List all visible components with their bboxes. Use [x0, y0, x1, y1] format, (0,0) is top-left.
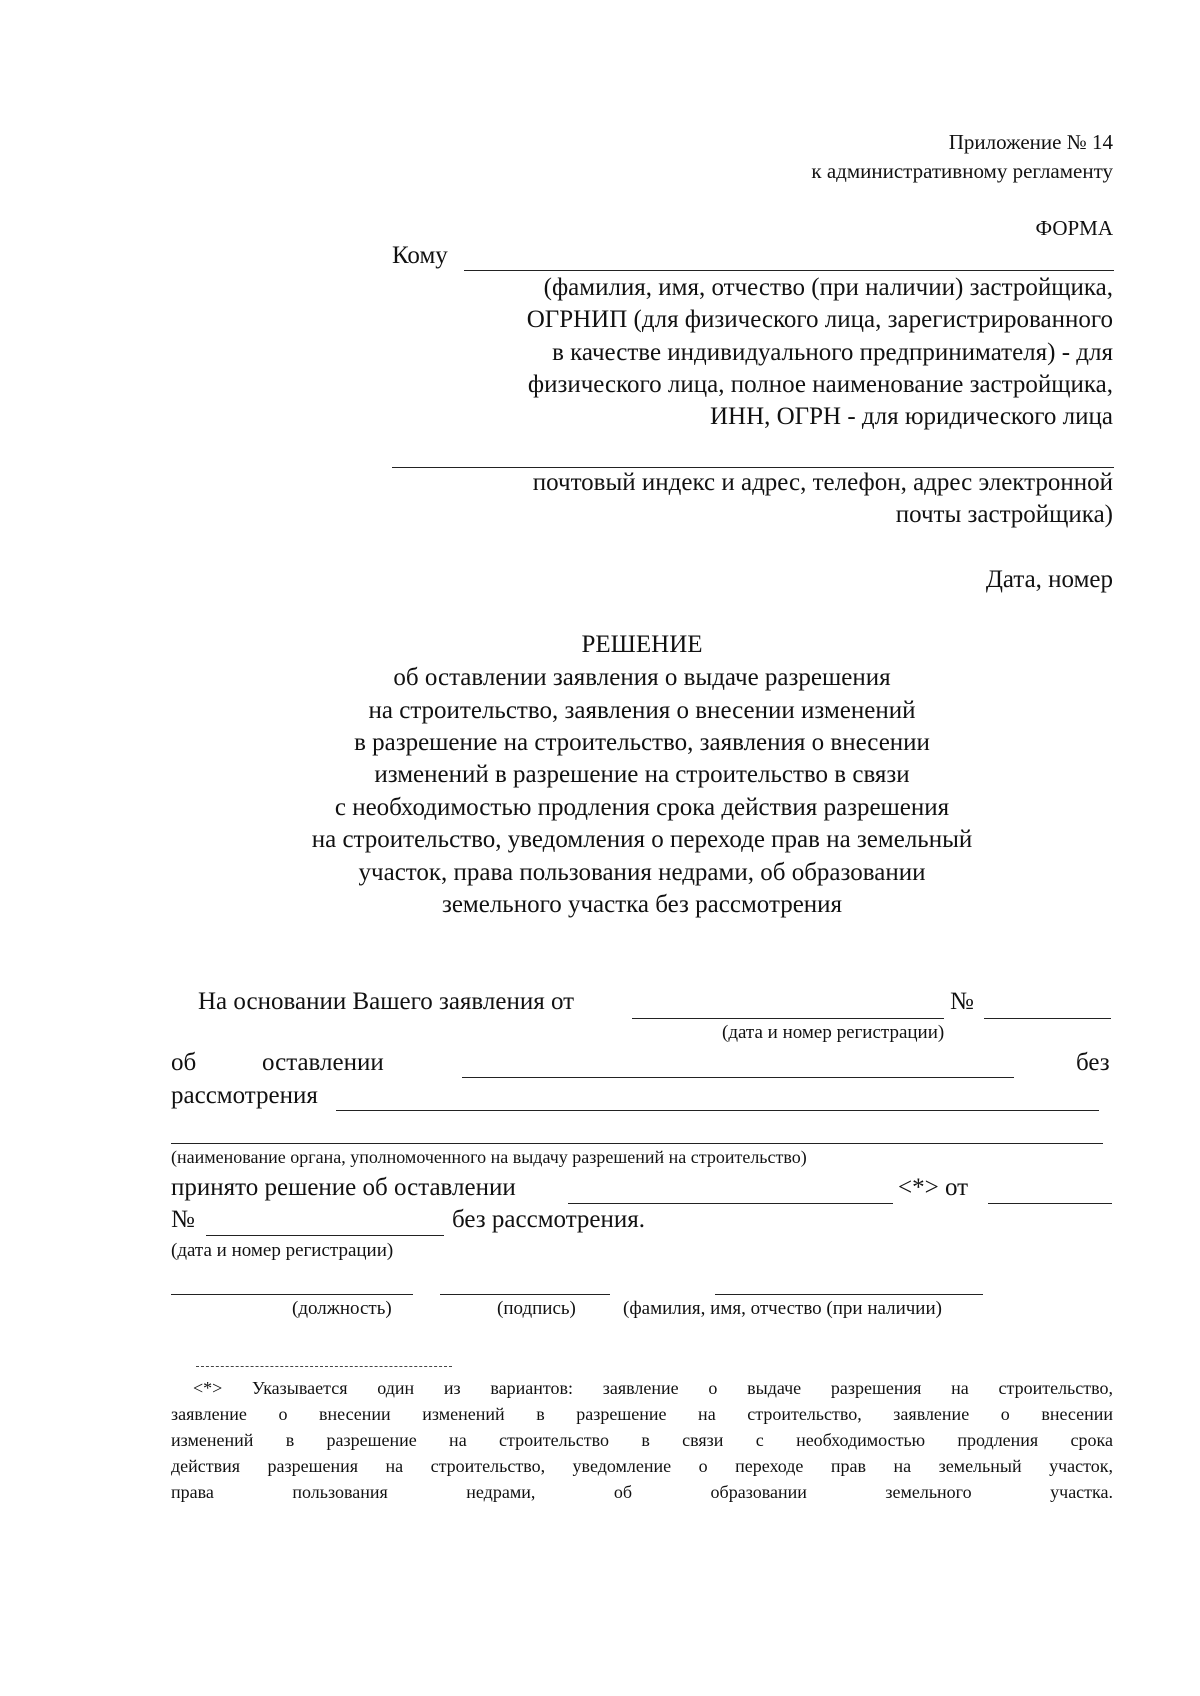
full-name-caption: (фамилия, имя, отчество (при наличии) [623, 1298, 942, 1319]
footnote-line: права пользования недрами, об образовании земельного участка. [171, 1482, 1113, 1502]
registration-hint-2: (дата и номер регистрации) [171, 1240, 394, 1261]
date-number: Дата, номер [985, 566, 1113, 593]
document-type-blank [462, 1077, 1014, 1078]
addressee-line: в качестве индивидуального предпринимателя) - для [552, 339, 1113, 366]
without-word: без [1076, 1049, 1110, 1076]
appendix-number: Приложение № 14 [948, 130, 1113, 154]
addressee-line: (фамилия, имя, отчество (при наличии) застройщика, [543, 274, 1113, 301]
signature-caption: (подпись) [497, 1298, 576, 1319]
authority-blank [171, 1143, 1103, 1144]
review-word: рассмотрения [171, 1082, 318, 1109]
decision-subtitle-line: участок, права пользования недрами, об образовании [358, 859, 926, 886]
decision-made: принято решение об оставлении [171, 1174, 516, 1201]
number-sign-2: № [171, 1206, 195, 1233]
contact-line: почтовый индекс и адрес, телефон, адрес электронной [532, 469, 1113, 496]
footnote-line: действия разрешения на строительство, уведомление о переходе прав на земельный участок, [171, 1456, 1113, 1476]
decision-title: РЕШЕНИЕ [581, 631, 703, 658]
decision-subtitle-line: в разрешение на строительство, заявления о внесении [354, 729, 930, 756]
footnote-line: изменений в разрешение на строительство в связи с необходимостью продления срока [171, 1430, 1113, 1450]
addressee-line: ОГРНИП (для физического лица, зарегистрированного [526, 306, 1113, 333]
asterisk-from: <*> от [898, 1174, 969, 1201]
footnote-separator [196, 1366, 452, 1367]
about-word: об [171, 1049, 197, 1076]
decision-subtitle-line: на строительство, уведомления о переходе прав на земельный [311, 826, 973, 853]
decision-number-blank [206, 1235, 444, 1236]
contact-blank-line [392, 467, 1114, 468]
decision-subtitle-line: изменений в разрешение на строительство в связи [374, 761, 910, 788]
addressee-blank-line [464, 270, 1114, 271]
review-blank [336, 1110, 1099, 1111]
addressee-line: ИНН, ОГРН - для юридического лица [709, 403, 1113, 430]
registration-hint: (дата и номер регистрации) [722, 1022, 945, 1043]
decision-type-blank [568, 1203, 893, 1204]
authority-hint: (наименование органа, уполномоченного на выдачу разрешений на строительство) [171, 1147, 807, 1167]
full-name-line [715, 1294, 983, 1295]
contact-line: почты застройщика) [895, 501, 1113, 528]
leaving-word: оставлении [262, 1049, 384, 1076]
footnote-line: <*> Указывается один из вариантов: заявление о выдаче разрешения на строительство, [193, 1378, 1113, 1398]
without-review: без рассмотрения. [452, 1206, 646, 1233]
number-sign: № [950, 988, 974, 1015]
application-date-blank [632, 1018, 944, 1019]
application-number-blank [984, 1018, 1111, 1019]
regulation-reference: к административному регламенту [811, 159, 1113, 183]
to-label: Кому [392, 242, 448, 269]
signature-line [440, 1294, 610, 1295]
decision-subtitle-line: на строительство, заявления о внесении изменений [368, 697, 916, 724]
addressee-line: физического лица, полное наименование застройщика, [527, 371, 1113, 398]
basis-prefix: На основании Вашего заявления от [198, 988, 575, 1015]
position-line [171, 1294, 413, 1295]
position-caption: (должность) [292, 1298, 392, 1319]
decision-date-blank [988, 1203, 1112, 1204]
decision-subtitle-line: с необходимостью продления срока действия разрешения [334, 794, 950, 821]
decision-subtitle-line: земельного участка без рассмотрения [441, 891, 843, 918]
decision-subtitle-line: об оставлении заявления о выдаче разрешения [393, 664, 891, 691]
footnote-line: заявление о внесении изменений в разрешение на строительство, заявление о внесении [171, 1404, 1113, 1424]
form-label: ФОРМА [1035, 216, 1113, 240]
